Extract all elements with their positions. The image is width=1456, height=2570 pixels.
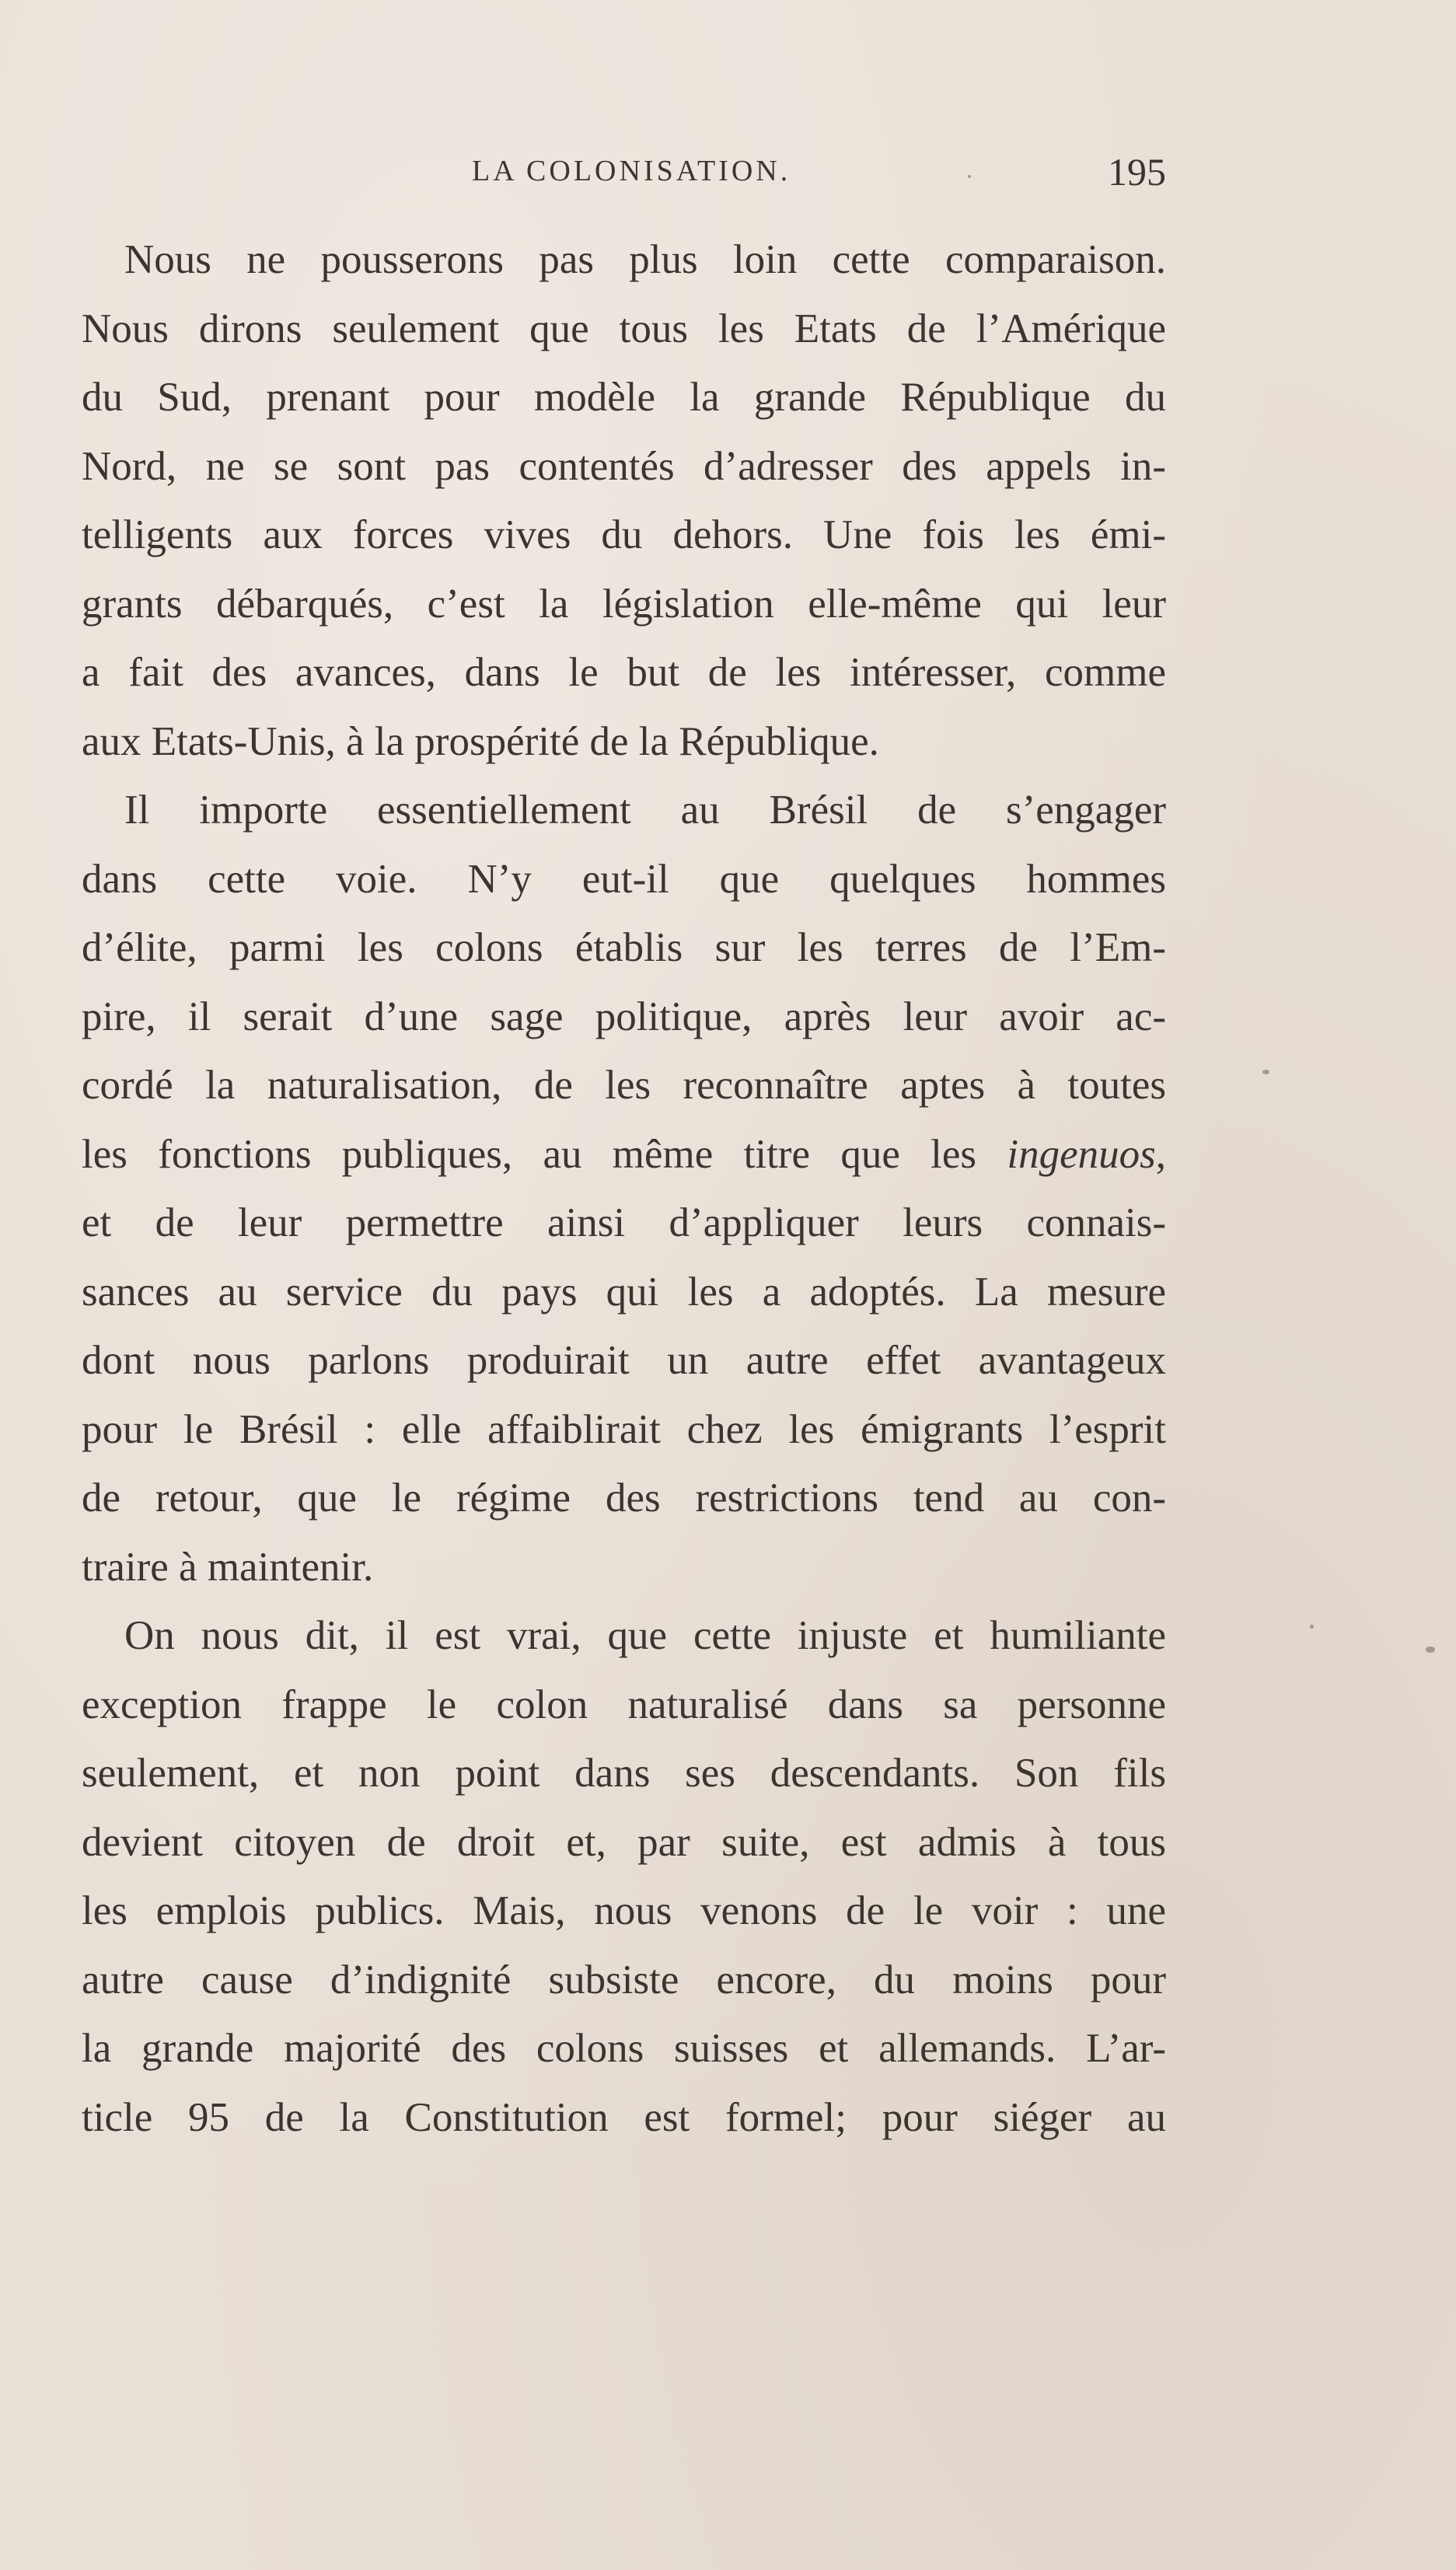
- text-line: aux Etats-Unis, à la prospérité de la République.: [82, 718, 879, 764]
- text-line: a fait des avances, dans le but de les intéresser, comme: [82, 650, 1166, 695]
- text-segment: les fonctions publiques, au même titre que les: [82, 1131, 977, 1177]
- paper-speck: [1426, 1646, 1435, 1653]
- text-line: Nous dirons seulement que tous les Etats de l’Amérique: [82, 306, 1166, 351]
- text-line: de retour, que le régime des restrictions tend au con-: [82, 1475, 1166, 1521]
- text-line: d’élite, parmi les colons établis sur les terres de l’Em-: [82, 925, 1166, 970]
- text-line: Nous ne pousserons pas plus loin cette comparaison.: [124, 237, 1166, 282]
- page-number: 195: [1108, 150, 1166, 194]
- text-line: On nous dit, il est vrai, que cette injuste et humiliante: [124, 1613, 1166, 1658]
- text-line: grants débarqués, c’est la législation elle-même qui leur: [82, 581, 1166, 627]
- text-line: ticle 95 de la Constitution est formel; pour siéger au: [82, 2094, 1166, 2140]
- text-line: la grande majorité des colons suisses et allemands. L’ar-: [82, 2026, 1166, 2071]
- paper-speck: [1310, 1625, 1314, 1629]
- body-text: [82, 225, 1166, 2152]
- running-title: LA COLONISATION.: [472, 155, 791, 187]
- text-line: [82, 1120, 1166, 1189]
- text-line: exception frappe le colon naturalisé dans sa personne: [82, 1681, 1166, 1727]
- text-line: traire à maintenir.: [82, 1544, 374, 1590]
- text-line: Nord, ne se sont pas contentés d’adresser des appels in-: [82, 443, 1166, 489]
- paper-speck: [1262, 1070, 1269, 1074]
- text-line: les emplois publics. Mais, nous venons de le voir : une: [82, 1888, 1166, 1933]
- text-line: dans cette voie. N’y eut-il que quelques hommes: [82, 856, 1166, 902]
- text-line: devient citoyen de droit et, par suite, est admis à tous: [82, 1819, 1166, 1865]
- text-line: seulement, et non point dans ses descendants. Son fils: [82, 1751, 1166, 1796]
- text-line: Il importe essentiellement au Brésil de s’engager: [124, 787, 1166, 833]
- running-head: [82, 150, 1166, 201]
- text-line: pire, il serait d’une sage politique, après leur avoir ac-: [82, 993, 1166, 1039]
- text-line: pour le Brésil : elle affaiblirait chez les émigrants l’esprit: [82, 1406, 1166, 1452]
- text-line: et de leur permettre ainsi d’appliquer leurs connais-: [82, 1200, 1166, 1245]
- text-line: dont nous parlons produirait un autre effet avantageux: [82, 1338, 1166, 1383]
- text-line: sances au service du pays qui les a adoptés. La mesure: [82, 1269, 1166, 1315]
- paper-speck: [968, 175, 971, 178]
- text-line: telligents aux forces vives du dehors. Une fois les émi-: [82, 512, 1166, 557]
- text-line: autre cause d’indignité subsiste encore, du moins pour: [82, 1957, 1166, 2003]
- text-line: cordé la naturalisation, de les reconnaître aptes à toutes: [82, 1063, 1166, 1108]
- italic-term: ingenuos: [1007, 1131, 1156, 1177]
- text-line: du Sud, prenant pour modèle la grande République du: [82, 375, 1166, 420]
- punctuation: ,: [1155, 1131, 1166, 1177]
